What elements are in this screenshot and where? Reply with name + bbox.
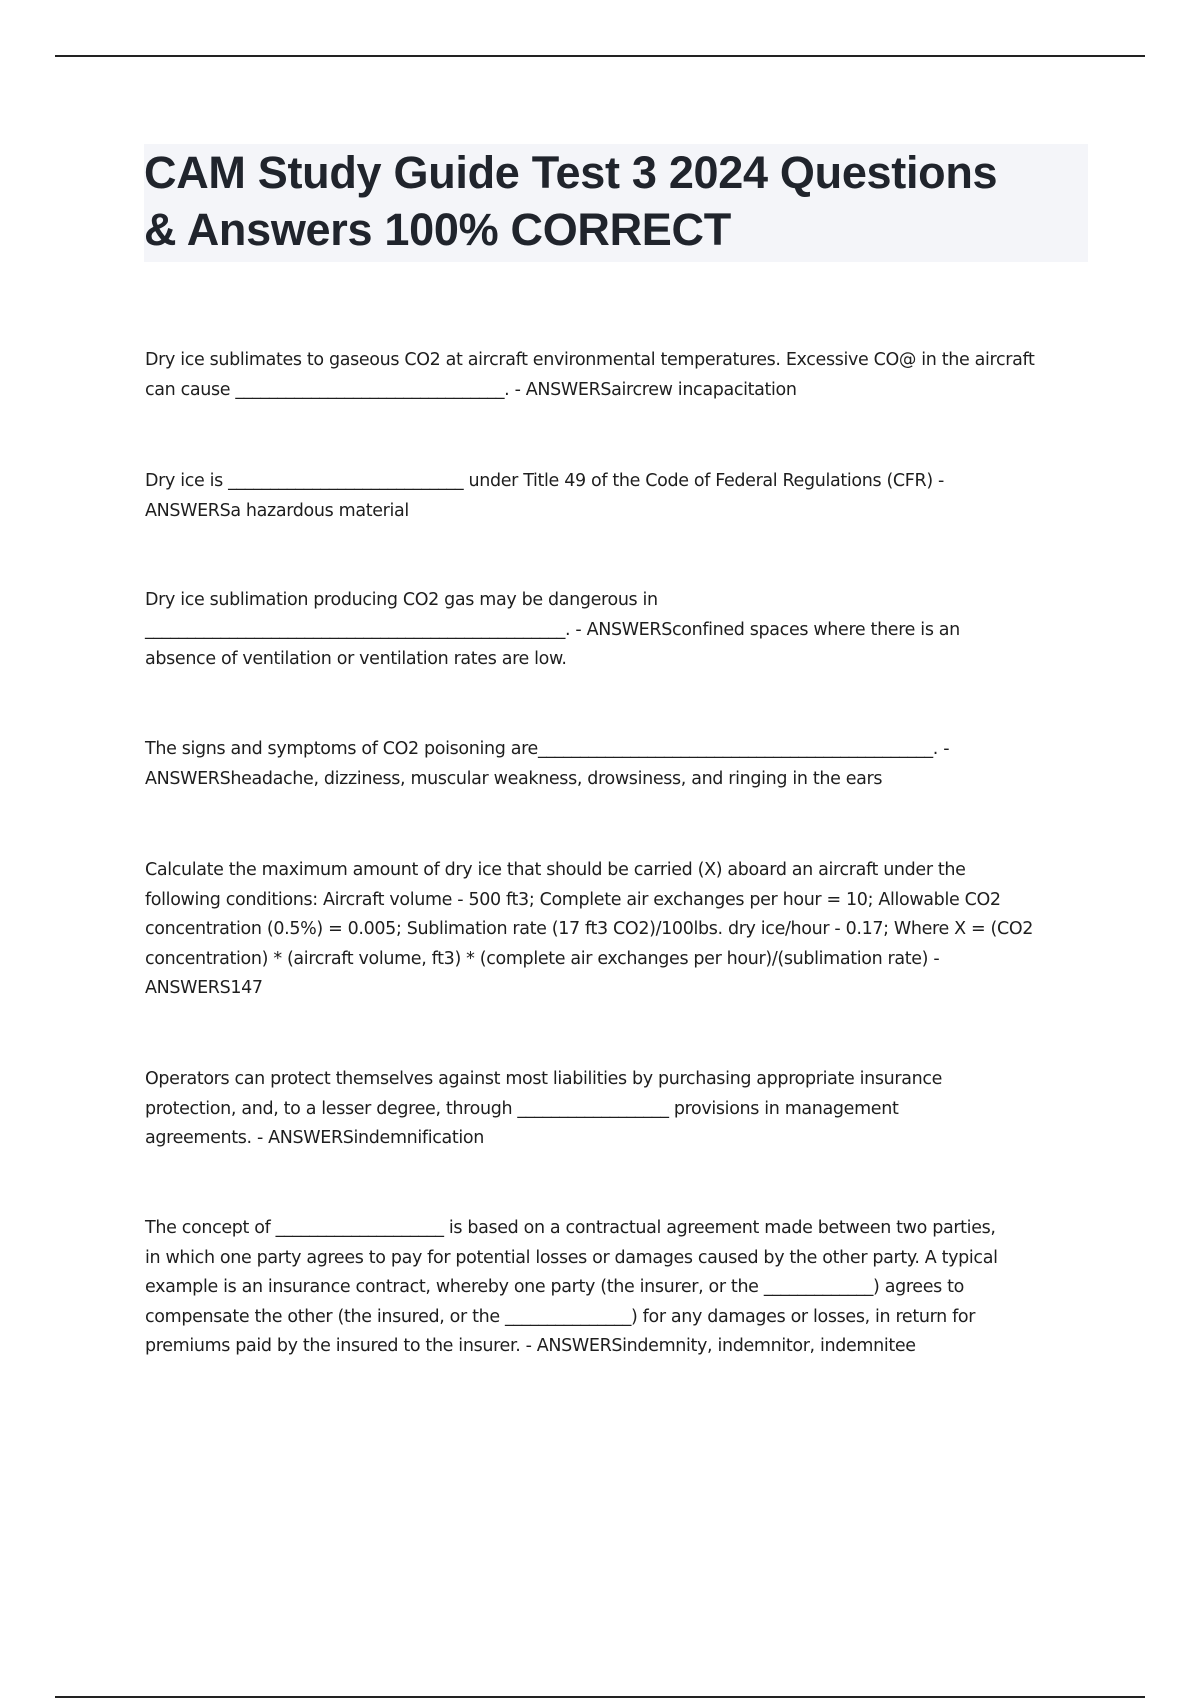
qa-line: ANSWERSa hazardous material xyxy=(145,500,409,521)
qa-line: Operators can protect themselves against most liabilities by purchasing appropriate insurance xyxy=(145,1069,943,1089)
qa-line: in which one party agrees to pay for potential losses or damages caused by the other party. A typical xyxy=(145,1247,998,1268)
qa-line: ANSWERS147 xyxy=(145,978,263,998)
qa-line: concentration (0.5%) = 0.005; Sublimation rate (17 ft3 CO2)/100lbs. dry ice/hour - 0.17; Where X = (CO2 xyxy=(145,919,1034,939)
qa-line: agreements. - ANSWERSindemnification xyxy=(145,1128,484,1148)
qa-line: can cause ________________________________. - ANSWERSaircrew incapacitation xyxy=(145,379,797,400)
qa-line: example is an insurance contract, whereby one party (the insurer, or the _____________) agrees to xyxy=(145,1277,964,1297)
qa-line: Dry ice is ____________________________ under Title 49 of the Code of Federal Regulations (CFR) - xyxy=(145,471,944,491)
qa-line: Dry ice sublimates to gaseous CO2 at aircraft environmental temperatures. Excessive CO@ in the aircraft xyxy=(145,350,1035,370)
qa-line: absence of ventilation or ventilation rates are low. xyxy=(145,649,567,669)
qa-line: premiums paid by the insured to the insurer. - ANSWERSindemnity, indemnitor, indemnitee xyxy=(145,1336,916,1356)
qa-line: compensate the other (the insured, or the _______________) for any damages or losses, in return for xyxy=(145,1306,976,1327)
qa-item xyxy=(145,346,1085,405)
qa-item xyxy=(145,735,1085,794)
qa-line: Calculate the maximum amount of dry ice that should be carried (X) aboard an aircraft under the xyxy=(145,860,966,880)
qa-line: The signs and symptoms of CO2 poisoning are_______________________________________________. - xyxy=(145,739,950,759)
qa-line: __________________________________________________. - ANSWERSconfined spaces where there is an xyxy=(145,619,960,640)
qa-line: following conditions: Aircraft volume - 500 ft3; Complete air exchanges per hour = 10; Allowable CO2 xyxy=(145,889,1001,910)
qa-line: ANSWERSheadache, dizziness, muscular weakness, drowsiness, and ringing in the ears xyxy=(145,768,883,789)
header-rule xyxy=(55,55,1145,57)
qa-item xyxy=(145,1214,1085,1362)
qa-line: Dry ice sublimation producing CO2 gas may be dangerous in xyxy=(145,590,658,610)
footer-rule xyxy=(55,1696,1145,1698)
qa-line: The concept of ____________________ is based on a contractual agreement made between two parties, xyxy=(145,1218,996,1238)
qa-item xyxy=(145,586,1085,675)
qa-item xyxy=(145,856,1085,1004)
qa-item xyxy=(145,467,1085,526)
qa-line: concentration) * (aircraft volume, ft3) * (complete air exchanges per hour)/(sublimation rate) - xyxy=(145,948,940,969)
qa-line: protection, and, to a lesser degree, through __________________ provisions in management xyxy=(145,1098,899,1119)
document-title xyxy=(144,144,1088,262)
title-line: CAM Study Guide Test 3 2024 Questions xyxy=(144,147,998,198)
qa-item xyxy=(145,1065,1085,1154)
title-line: & Answers 100% CORRECT xyxy=(144,204,731,255)
